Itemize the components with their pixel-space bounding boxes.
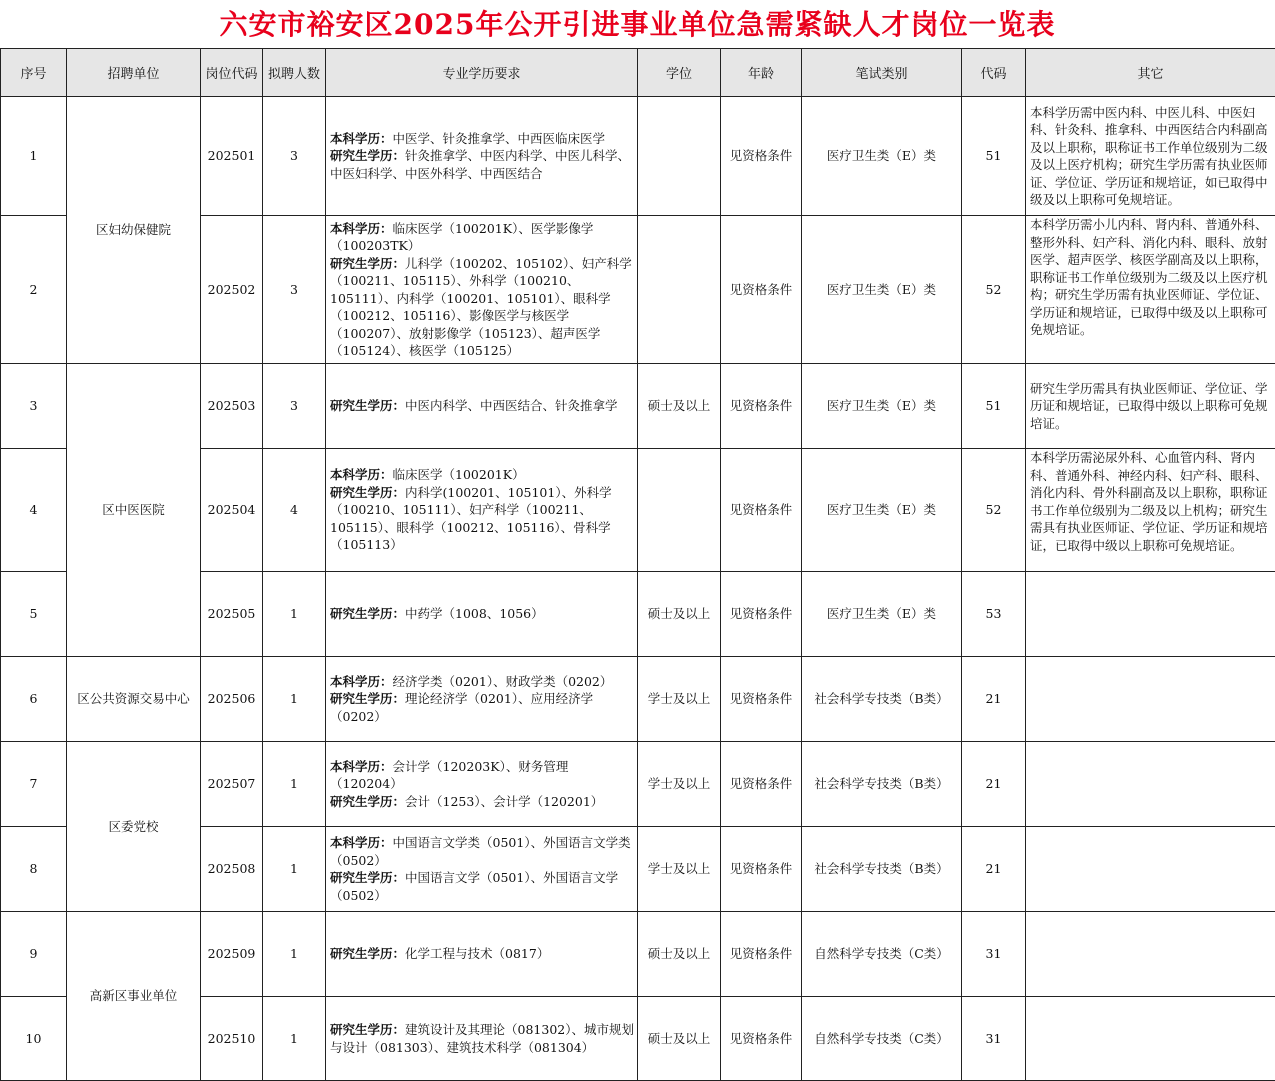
cell-exam-type: 医疗卫生类（E）类 (802, 216, 962, 364)
cell-seq: 3 (1, 364, 67, 449)
table-row (1, 912, 1275, 997)
cell-other: 研究生学历需具有执业医师证、学位证、学历证和规培证，已取得中级以上职称可免规培证。 (1026, 364, 1275, 449)
cell-count: 3 (263, 97, 326, 216)
table-row (1, 742, 1275, 827)
major-line: 研究生学历：化学工程与技术（0817） (330, 945, 634, 963)
cell-count: 1 (263, 572, 326, 657)
cell-age: 见资格条件 (721, 364, 802, 449)
major-line: 本科学历：经济学类（0201）、财政学类（0202） (330, 673, 634, 691)
cell-seq: 2 (1, 216, 67, 364)
major-line: 本科学历：临床医学（100201K） (330, 466, 634, 484)
cell-exam-type: 医疗卫生类（E）类 (802, 449, 962, 572)
cell-other (1026, 997, 1275, 1081)
cell-count: 1 (263, 997, 326, 1081)
cell-other (1026, 572, 1275, 657)
cell-unit: 区公共资源交易中心 (67, 657, 201, 742)
cell-exam-code: 51 (962, 364, 1026, 449)
cell-exam-type: 社会科学专技类（B类） (802, 827, 962, 912)
cell-exam-type: 自然科学专技类（C类） (802, 997, 962, 1081)
major-line: 研究生学历：建筑设计及其理论（081302）、城市规划与设计（081303）、建筑技术科学（081304） (330, 1021, 634, 1056)
cell-major (326, 827, 638, 912)
major-line: 研究生学历：中国语言文学（0501）、外国语言文学（0502） (330, 869, 634, 904)
cell-other (1026, 742, 1275, 827)
cell-seq: 1 (1, 97, 67, 216)
cell-exam-code: 51 (962, 97, 1026, 216)
cell-other (1026, 827, 1275, 912)
cell-exam-type: 医疗卫生类（E）类 (802, 364, 962, 449)
header-major: 专业学历要求 (326, 49, 638, 97)
cell-other (1026, 657, 1275, 742)
cell-other: 本科学历需泌尿外科、心血管内科、肾内科、普通外科、神经内科、妇产科、眼科、消化内科、骨外科副高及以上职称，职称证书工作单位级别为二级及以上机构；研究生需具有执业医师证、学位证、学历证和规培证，已取得中级以上职称可免规培证。 (1026, 449, 1275, 572)
major-line: 研究生学历：针灸推拿学、中医内科学、中医儿科学、中医妇科学、中医外科学、中西医结合 (330, 147, 634, 182)
major-line: 本科学历：会计学（120203K）、财务管理（120204） (330, 758, 634, 793)
cell-major (326, 572, 638, 657)
cell-age: 见资格条件 (721, 827, 802, 912)
cell-count: 1 (263, 827, 326, 912)
cell-exam-code: 52 (962, 216, 1026, 364)
cell-unit: 高新区事业单位 (67, 912, 201, 1081)
cell-unit: 区妇幼保健院 (67, 97, 201, 364)
cell-count: 3 (263, 216, 326, 364)
cell-count: 1 (263, 657, 326, 742)
major-line: 研究生学历：会计（1253）、会计学（120201） (330, 793, 634, 811)
cell-seq: 7 (1, 742, 67, 827)
cell-position-code: 202503 (201, 364, 263, 449)
cell-position-code: 202510 (201, 997, 263, 1081)
header-exam-type: 笔试类别 (802, 49, 962, 97)
cell-seq: 8 (1, 827, 67, 912)
cell-other: 本科学历需中医内科、中医儿科、中医妇科、针灸科、推拿科、中西医结合内科副高及以上职称，职称证书工作单位级别为二级及以上医疗机构；研究生学历需有执业医师证、学位证、学历证和规培证，如已取得中级及以上职称可免规培证。 (1026, 97, 1275, 216)
cell-major (326, 657, 638, 742)
cell-count: 1 (263, 912, 326, 997)
cell-degree: 硕士及以上 (638, 364, 721, 449)
positions-table (0, 48, 1275, 1081)
major-line: 本科学历：中医学、针灸推拿学、中西医临床医学 (330, 130, 634, 148)
header-seq: 序号 (1, 49, 67, 97)
cell-age: 见资格条件 (721, 572, 802, 657)
cell-position-code: 202505 (201, 572, 263, 657)
cell-exam-type: 医疗卫生类（E）类 (802, 97, 962, 216)
cell-position-code: 202506 (201, 657, 263, 742)
major-line: 研究生学历：儿科学（100202、105102）、妇产科学（100211、105115）、外科学（100210、105111）、内科学（100201、105101）、眼科学（100212、105116）、影像医学与核医学（100207）、放射影像学（105123）、超声医学（105124）、核医学（105125） (330, 255, 634, 360)
cell-exam-code: 21 (962, 657, 1026, 742)
header-unit: 招聘单位 (67, 49, 201, 97)
cell-count: 1 (263, 742, 326, 827)
cell-age: 见资格条件 (721, 97, 802, 216)
cell-seq: 4 (1, 449, 67, 572)
major-line: 研究生学历：中医内科学、中西医结合、针灸推拿学 (330, 397, 634, 415)
table-row (1, 97, 1275, 216)
cell-exam-code: 21 (962, 827, 1026, 912)
cell-degree: 学士及以上 (638, 742, 721, 827)
cell-major (326, 364, 638, 449)
cell-major (326, 449, 638, 572)
cell-position-code: 202504 (201, 449, 263, 572)
cell-major (326, 97, 638, 216)
cell-position-code: 202507 (201, 742, 263, 827)
cell-exam-type: 自然科学专技类（C类） (802, 912, 962, 997)
cell-count: 4 (263, 449, 326, 572)
cell-exam-code: 53 (962, 572, 1026, 657)
table-header-row (1, 49, 1275, 97)
cell-exam-type: 医疗卫生类（E）类 (802, 572, 962, 657)
cell-degree (638, 97, 721, 216)
cell-degree: 学士及以上 (638, 827, 721, 912)
major-line: 本科学历：中国语言文学类（0501）、外国语言文学类（0502） (330, 834, 634, 869)
major-line: 研究生学历：内科学(100201、105101）、外科学（100210、105111）、妇产科学（100211、105115）、眼科学（100212、105116）、骨科学（105113） (330, 484, 634, 554)
cell-unit: 区中医医院 (67, 364, 201, 657)
table-row (1, 657, 1275, 742)
cell-degree: 硕士及以上 (638, 997, 721, 1081)
cell-degree: 硕士及以上 (638, 912, 721, 997)
cell-major (326, 997, 638, 1081)
cell-other: 本科学历需小儿内科、肾内科、普通外科、整形外科、妇产科、消化内科、眼科、放射医学、超声医学、核医学副高及以上职称，职称证书工作单位级别为二级及以上医疗机构；研究生学历需有执业医师证、学位证、学历证和规培证，已取得中级及以上职称可免规培证。 (1026, 216, 1275, 364)
cell-exam-code: 31 (962, 997, 1026, 1081)
cell-age: 见资格条件 (721, 742, 802, 827)
cell-major (326, 912, 638, 997)
cell-exam-code: 21 (962, 742, 1026, 827)
cell-count: 3 (263, 364, 326, 449)
cell-seq: 10 (1, 997, 67, 1081)
cell-major (326, 742, 638, 827)
cell-age: 见资格条件 (721, 449, 802, 572)
header-exam-code: 代码 (962, 49, 1026, 97)
cell-exam-type: 社会科学专技类（B类） (802, 742, 962, 827)
cell-age: 见资格条件 (721, 997, 802, 1081)
cell-unit: 区委党校 (67, 742, 201, 912)
header-position-code: 岗位代码 (201, 49, 263, 97)
cell-position-code: 202501 (201, 97, 263, 216)
cell-position-code: 202502 (201, 216, 263, 364)
cell-degree (638, 216, 721, 364)
header-count: 拟聘人数 (263, 49, 326, 97)
cell-exam-code: 31 (962, 912, 1026, 997)
cell-exam-code: 52 (962, 449, 1026, 572)
cell-seq: 9 (1, 912, 67, 997)
header-degree: 学位 (638, 49, 721, 97)
cell-seq: 5 (1, 572, 67, 657)
cell-other (1026, 912, 1275, 997)
header-age: 年龄 (721, 49, 802, 97)
header-other: 其它 (1026, 49, 1275, 97)
cell-seq: 6 (1, 657, 67, 742)
table-row (1, 364, 1275, 449)
cell-age: 见资格条件 (721, 216, 802, 364)
cell-position-code: 202509 (201, 912, 263, 997)
major-line: 本科学历：临床医学（100201K）、医学影像学（100203TK） (330, 220, 634, 255)
cell-exam-type: 社会科学专技类（B类） (802, 657, 962, 742)
cell-position-code: 202508 (201, 827, 263, 912)
page-title: 六安市裕安区2025年公开引进事业单位急需紧缺人才岗位一览表 (0, 0, 1275, 48)
cell-degree: 硕士及以上 (638, 572, 721, 657)
cell-age: 见资格条件 (721, 912, 802, 997)
cell-age: 见资格条件 (721, 657, 802, 742)
cell-degree (638, 449, 721, 572)
cell-degree: 学士及以上 (638, 657, 721, 742)
major-line: 研究生学历：理论经济学（0201）、应用经济学（0202） (330, 690, 634, 725)
cell-major (326, 216, 638, 364)
major-line: 研究生学历：中药学（1008、1056） (330, 605, 634, 623)
